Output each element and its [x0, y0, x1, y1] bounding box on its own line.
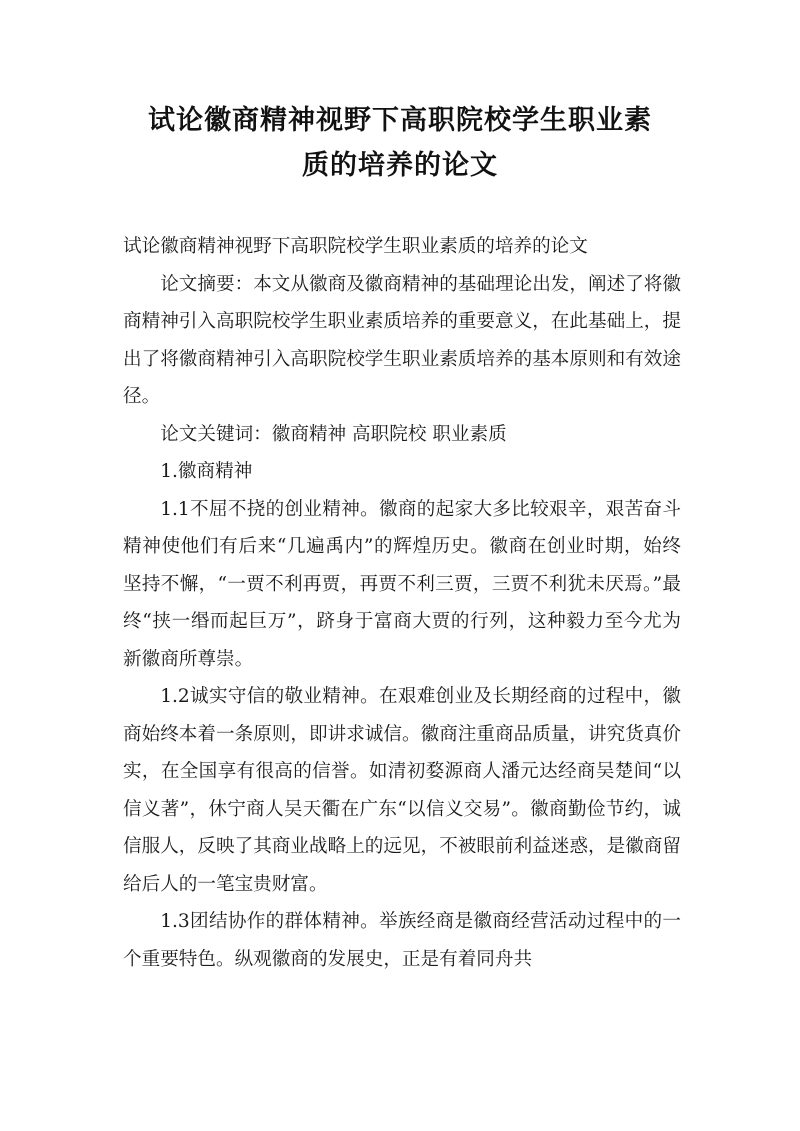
title-line-1: 试论徽商精神视野下高职院校学生职业素 [148, 105, 652, 136]
document-body [123, 228, 681, 978]
paper-title-repeat: 试论徽商精神视野下高职院校学生职业素质的培养的论文 [123, 236, 588, 257]
body-paragraph: 1.1不屈不挠的创业精神。徽商的起家大多比较艰辛，艰苦奋斗精神使他们有后来“几遍禹内”的辉煌历史。徽商在创业时期，始终坚持不懈，“一贾不利再贾，再贾不利三贾，三贾不利犹未厌焉。”最终“挟一缗而起巨万”，跻身于富商大贾的行列，这种毅力至今尤为新徽商所尊崇。 [123, 498, 681, 670]
section-heading: 1.徽商精神 [160, 461, 253, 482]
keywords-paragraph: 论文关键词：徽商精神 高职院校 职业素质 [160, 423, 507, 445]
title-line-2: 质的培养的论文 [302, 150, 498, 181]
document-title [110, 98, 690, 188]
body-paragraph: 1.3团结协作的群体精神。举族经商是徽商经营活动过程中的一个重要特色。纵观徽商的发展史，正是有着同舟共 [123, 911, 681, 970]
body-paragraph: 1.2诚实守信的敬业精神。在艰难创业及长期经商的过程中，徽商始终本着一条原则，即讲求诚信。徽商注重商品质量，讲究货真价实，在全国享有很高的信誉。如清初婺源商人潘元达经商吴楚间“以信义著”，休宁商人吴天衢在广东“以信义交易”。徽商勤俭节约，诚信服人，反映了其商业战略上的远见，不被眼前利益迷惑，是徽商留给后人的一笔宝贵财富。 [123, 686, 681, 895]
abstract-paragraph: 论文摘要：本文从徽商及徽商精神的基础理论出发，阐述了将徽商精神引入高职院校学生职业素质培养的重要意义，在此基础上，提出了将徽商精神引入高职院校学生职业素质培养的基本原则和有效途径。 [123, 273, 681, 407]
